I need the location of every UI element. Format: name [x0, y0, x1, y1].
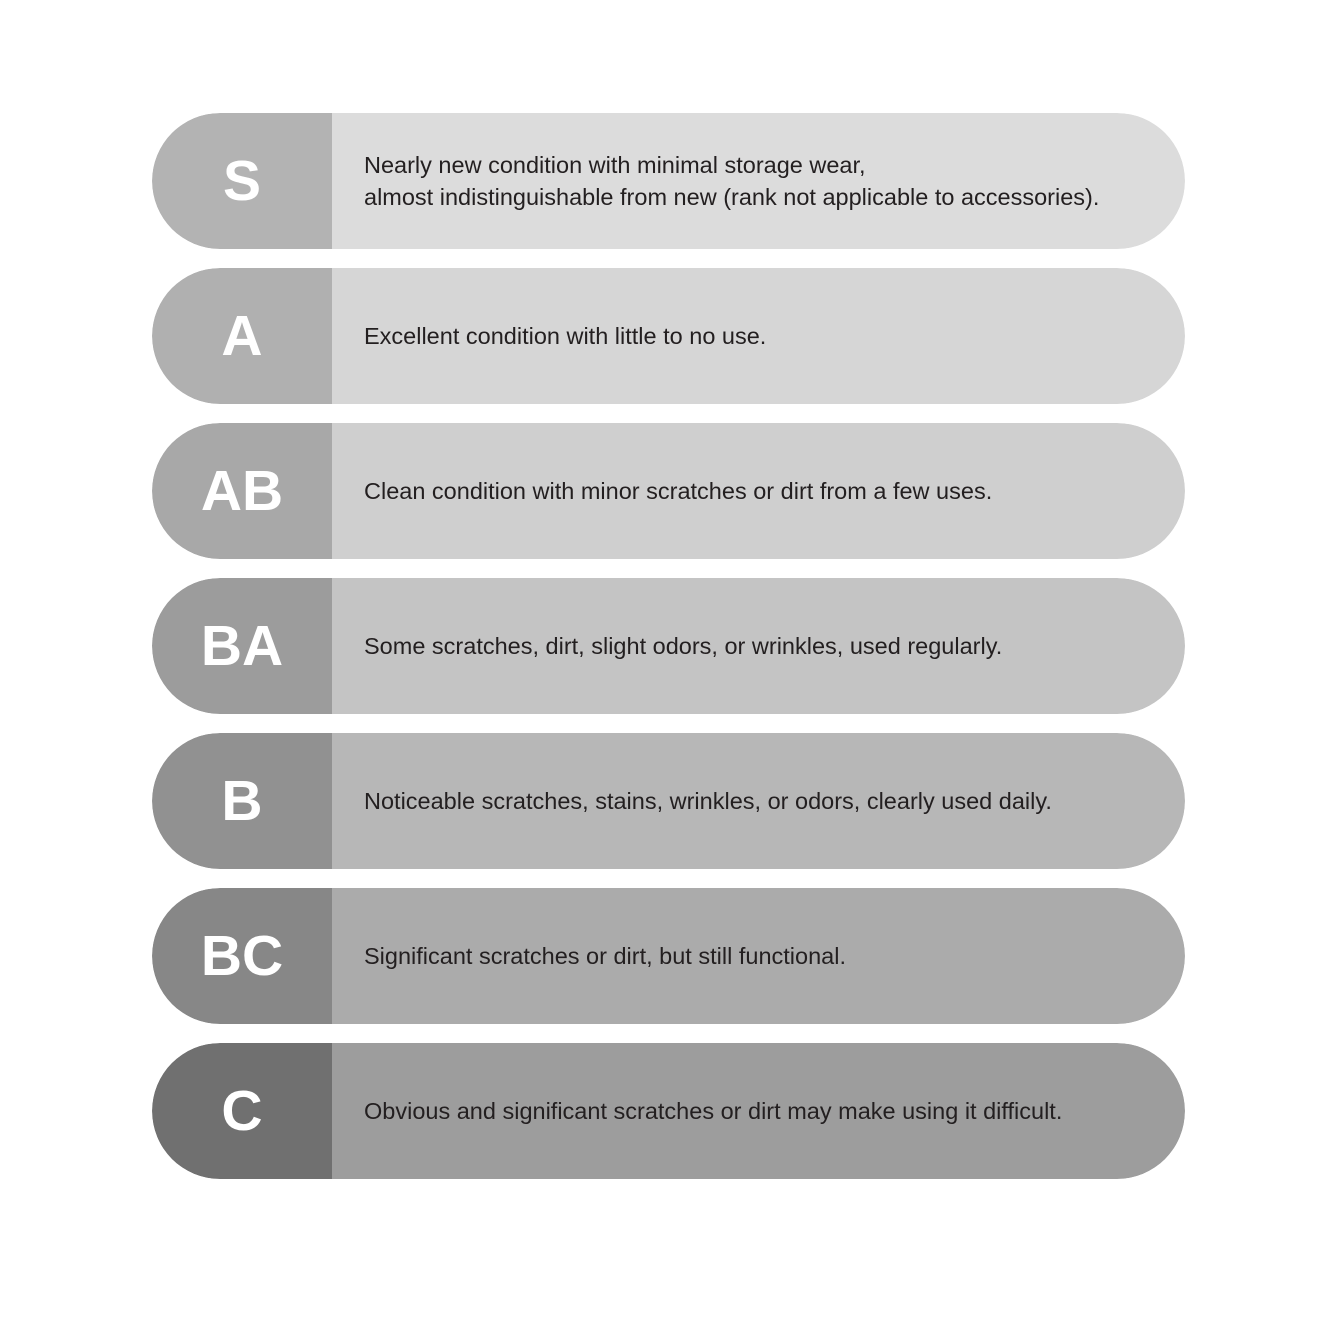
grade-description	[332, 268, 1185, 404]
grade-scale-chart	[152, 113, 1185, 1213]
grade-description-text: Excellent condition with little to no use.	[364, 322, 767, 349]
grade-badge: BC	[152, 888, 332, 1024]
grade-description	[332, 733, 1185, 869]
grade-description-text: Clean condition with minor scratches or dirt from a few uses.	[364, 477, 993, 504]
grade-badge: A	[152, 268, 332, 404]
grade-description	[332, 888, 1185, 1024]
grade-row	[152, 268, 1185, 404]
grade-badge: BA	[152, 578, 332, 714]
grade-description-text: Some scratches, dirt, slight odors, or wrinkles, used regularly.	[364, 632, 1003, 659]
grade-row	[152, 888, 1185, 1024]
grade-badge: AB	[152, 423, 332, 559]
grade-row	[152, 578, 1185, 714]
grade-description-text: Nearly new condition with minimal storage wear, almost indistinguishable from new (rank not applicable to accessories).	[364, 151, 1100, 210]
grade-description-text: Noticeable scratches, stains, wrinkles, or odors, clearly used daily.	[364, 787, 1052, 814]
grade-description-text: Obvious and significant scratches or dirt may make using it difficult.	[364, 1097, 1063, 1124]
grade-row	[152, 113, 1185, 249]
grade-description	[332, 113, 1185, 249]
grade-description	[332, 578, 1185, 714]
grade-row	[152, 1043, 1185, 1179]
grade-row	[152, 733, 1185, 869]
grade-badge: S	[152, 113, 332, 249]
grade-row	[152, 423, 1185, 559]
grade-badge: B	[152, 733, 332, 869]
grade-description-text: Significant scratches or dirt, but still functional.	[364, 942, 846, 969]
grade-description	[332, 423, 1185, 559]
grade-description	[332, 1043, 1185, 1179]
grade-badge: C	[152, 1043, 332, 1179]
